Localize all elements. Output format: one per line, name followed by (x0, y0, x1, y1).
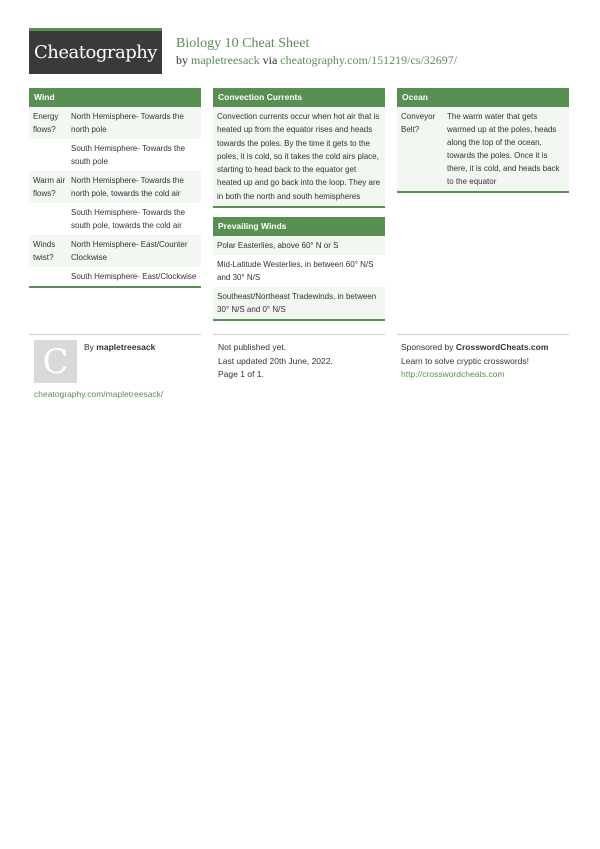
footer-sponsor (401, 341, 548, 382)
author-link[interactable]: mapletreesack (191, 53, 260, 67)
footer-divider (29, 334, 201, 335)
list-item: Southeast/Northeast Tradewinds, in between 30° N/S and 0° N/S (213, 287, 385, 319)
column-2 (213, 88, 385, 330)
last-updated: Last updated 20th June, 2022. (218, 355, 333, 366)
ocean-section (397, 88, 569, 193)
sponsor-line (401, 341, 548, 355)
footer-author-name[interactable]: mapletreesack (96, 342, 156, 352)
row-value: South Hemisphere- Towards the south pole (71, 144, 186, 166)
sponsor-url-link[interactable]: http://crosswordcheats.com (401, 369, 505, 379)
row-value: South Hemisphere- East/Clockwise (71, 272, 197, 281)
footer-author (84, 341, 155, 355)
footer-by-word: By (84, 342, 94, 352)
convection-text: Convection currents occur when hot air that is heated up from the equator rises and heads towards the poles. By the time it gets to the poles, it is cold, so it takes the cold airs place, starting to head back to the equator get heated up and go back into the loop. They are in both the north and south hemispheres (213, 107, 385, 206)
wind-section (29, 88, 201, 288)
ocean-header: Ocean (397, 88, 569, 107)
row-key (33, 270, 71, 283)
cheatography-logo[interactable] (29, 28, 162, 74)
row-value: North Hemisphere- Towards the north pole (71, 112, 184, 134)
by-word: by (176, 53, 188, 67)
row-value: South Hemisphere- Towards the south pole, towards the cold air (71, 208, 186, 230)
column-1 (29, 88, 201, 297)
row-key: Conveyor Belt? (401, 112, 436, 134)
convection-header: Convection Currents (213, 88, 385, 107)
prevailing-winds-section (213, 217, 385, 321)
row-value: North Hemisphere- East/Counter Clockwise (71, 240, 188, 262)
row-key (33, 206, 71, 232)
sponsor-name[interactable]: CrosswordCheats.com (455, 342, 549, 352)
sponsor-prefix: Sponsored by (401, 342, 454, 352)
avatar[interactable] (34, 340, 77, 383)
footer-divider (397, 334, 569, 335)
table-row (29, 107, 201, 139)
table-row (29, 235, 201, 267)
page-title: Biology 10 Cheat Sheet (176, 36, 310, 51)
row-value: North Hemisphere- Towards the north pole, towards the cold air (71, 176, 184, 198)
footer-author-link[interactable]: cheatography.com/mapletreesack/ (34, 389, 164, 399)
via-word: via (262, 53, 278, 67)
table-row (29, 139, 201, 171)
logo-text: Cheatography (34, 42, 157, 63)
sponsor-tagline: Learn to solve cryptic crosswords! (401, 355, 530, 366)
convection-section (213, 88, 385, 208)
footer-publish-info (218, 341, 333, 382)
published-status: Not published yet. (218, 342, 287, 352)
row-value: The warm water that gets warmed up at the poles, heads along the top of the ocean, towards the poles. Once it is there, it is cold, and heads back to the equator (447, 112, 560, 186)
row-key: Winds twist? (33, 240, 56, 262)
list-item: Polar Easterlies, above 60° N or S (213, 236, 385, 255)
list-item: Mid-Latitude Westerlies, in between 60° N/S and 30° N/S (217, 260, 374, 283)
column-3 (397, 88, 569, 202)
wind-header: Wind (29, 88, 201, 107)
prevailing-winds-header: Prevailing Winds (213, 217, 385, 236)
table-row (29, 171, 201, 203)
byline (176, 53, 457, 68)
table-row (29, 203, 201, 235)
sheet-url-link[interactable]: cheatography.com/151219/cs/32697/ (280, 53, 458, 67)
avatar-letter: C (42, 341, 69, 382)
table-row (29, 267, 201, 286)
footer-divider (213, 334, 385, 335)
row-key: Warm air flows? (33, 176, 66, 198)
table-row (397, 107, 569, 191)
row-key (33, 142, 71, 168)
page-number: Page 1 of 1. (218, 369, 264, 379)
row-key: Energy flows? (33, 112, 59, 134)
